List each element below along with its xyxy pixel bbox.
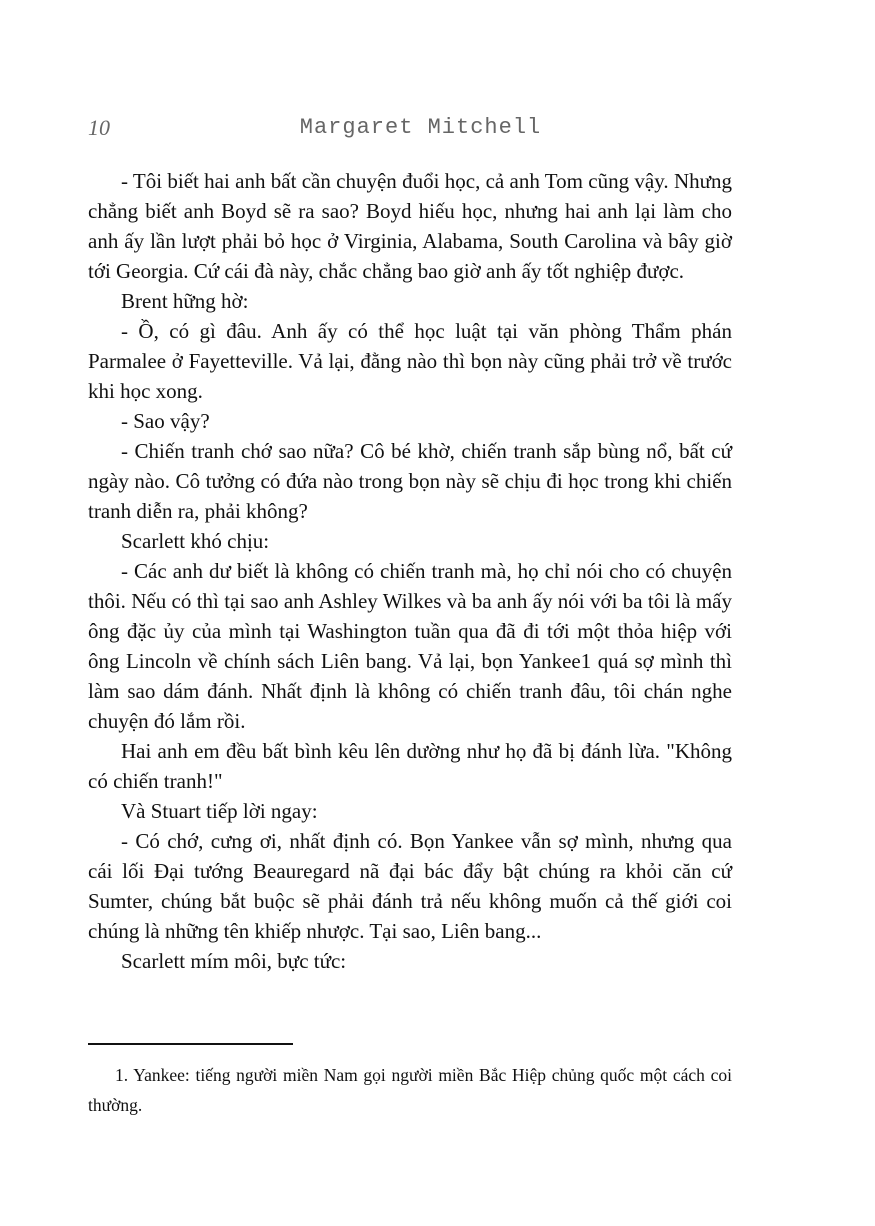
- paragraph: - Các anh dư biết là không có chiến tranh mà, họ chỉ nói cho có chuyện thôi. Nếu có thì tại sao anh Ashley Wilkes và ba anh ấy nói với ba tôi là mấy ông đặc ủy của mình tại Washington tuần qua đã đi tới một thỏa hiệp với ông Lincoln về chính sách Liên bang. Vả lại, bọn Yankee1 quá sợ mình thì làm sao dám đánh. Nhất định là không có chiến tranh đâu, tôi chán nghe chuyện đó lắm rồi.: [88, 559, 732, 733]
- paragraph: - Tôi biết hai anh bất cần chuyện đuổi học, cả anh Tom cũng vậy. Nhưng chẳng biết anh Boyd sẽ ra sao? Boyd hiếu học, nhưng hai anh lại làm cho anh ấy lần lượt phải bỏ học ở Virginia, Alabama, South Carolina và bây giờ tới Georgia. Cứ cái đà này, chắc chẳng bao giờ anh ấy tốt nghiệp được.: [88, 169, 732, 283]
- footnote-divider: [88, 1043, 293, 1045]
- paragraph: Hai anh em đều bất bình kêu lên dường như họ đã bị đánh lừa. "Không có chiến tranh!": [88, 739, 732, 793]
- page-header: [88, 113, 733, 145]
- footnote: 1. Yankee: tiếng người miền Nam gọi người miền Bắc Hiệp chủng quốc một cách coi thường.: [88, 1065, 732, 1115]
- page-number: 10: [88, 115, 110, 140]
- paragraph: - Chiến tranh chớ sao nữa? Cô bé khờ, chiến tranh sắp bùng nổ, bất cứ ngày nào. Cô tưởng có đứa nào trong bọn này sẽ chịu đi học trong khi chiến tranh diễn ra, phải không?: [88, 439, 732, 523]
- paragraph: - Sao vậy?: [121, 409, 210, 433]
- running-head-author: Margaret Mitchell: [299, 115, 542, 140]
- paragraph: - Ồ, có gì đâu. Anh ấy có thể học luật tại văn phòng Thẩm phán Parmalee ở Fayetteville. Vả lại, đằng nào thì bọn này cũng phải trở về trước khi học xong.: [88, 319, 732, 403]
- paragraph: Brent hững hờ:: [121, 289, 249, 313]
- paragraph: Và Stuart tiếp lời ngay:: [121, 799, 318, 823]
- body-text: [88, 166, 732, 976]
- paragraph: Scarlett mím môi, bực tức:: [121, 949, 347, 973]
- paragraph: - Có chớ, cưng ơi, nhất định có. Bọn Yankee vẫn sợ mình, nhưng qua cái lối Đại tướng Beauregard nã đại bác đẩy bật chúng ra khỏi căn cứ Sumter, chúng bắt buộc sẽ phải đánh trả nếu không muốn cả thế giới coi chúng là những tên khiếp nhược. Tại sao, Liên bang...: [88, 829, 732, 943]
- paragraph: Scarlett khó chịu:: [121, 529, 270, 553]
